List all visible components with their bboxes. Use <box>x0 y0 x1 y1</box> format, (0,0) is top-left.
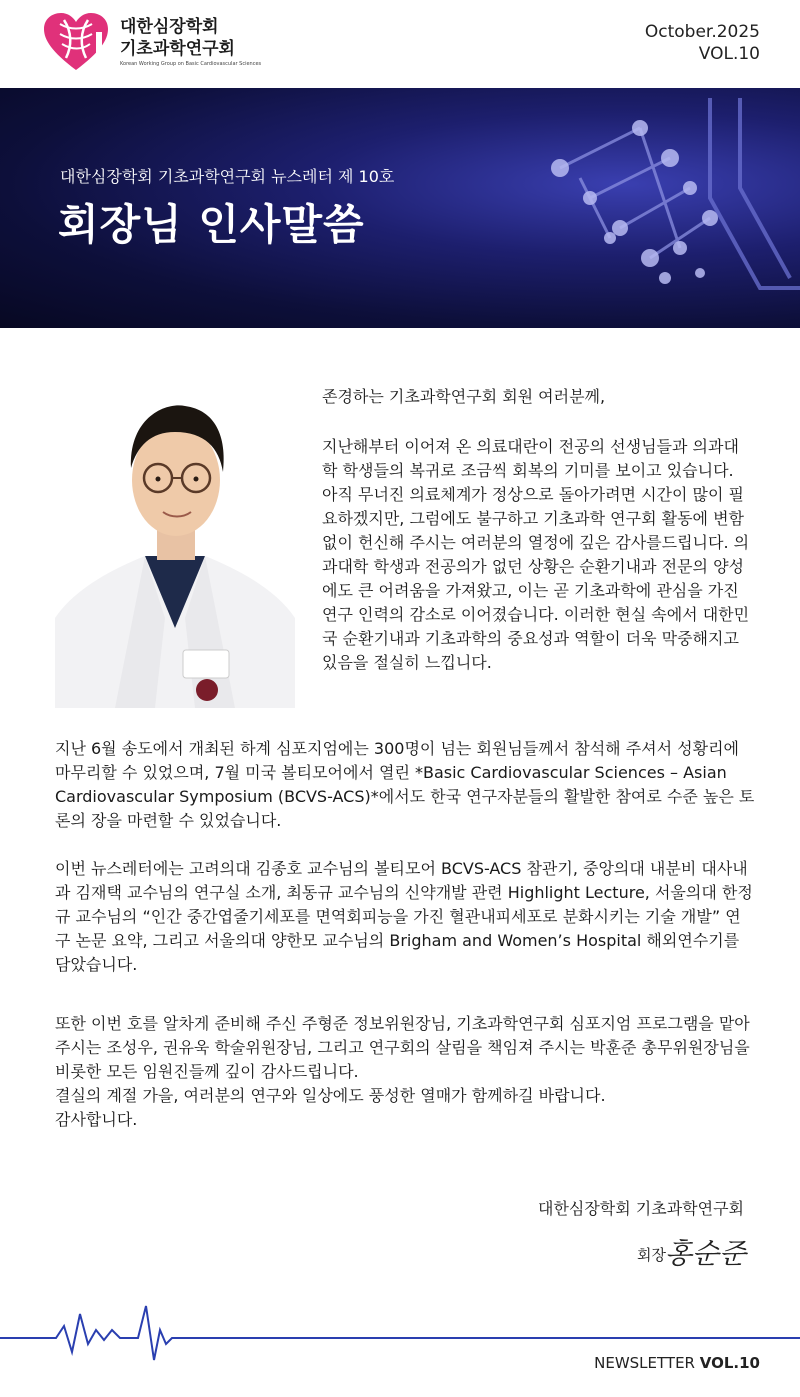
signature-organization: 대한심장학회 기초과학연구회 <box>537 1199 744 1218</box>
letter-greeting: 존경하는 기초과학연구회 회원 여러분께, <box>322 387 606 406</box>
org-name-line1: 대한심장학회 <box>120 17 219 37</box>
signature-role: 회장 <box>637 1246 666 1264</box>
page-title: 회장님 인사말씀 <box>58 200 365 249</box>
heart-dna-logo-icon <box>42 12 110 72</box>
org-subtitle: Korean Working Group on Basic Cardiovascular Sciences <box>120 61 262 67</box>
letter-paragraph-2: 지난 6월 송도에서 개최된 하계 심포지엄에는 300명이 넘는 회원님들께서 참석해 주셔서 성황리에 마무리할 수 있었으며, 7월 미국 볼티모어에서 열린 *Basic Cardiovascular Sciences – Asian Cardiovascular Symposium (BCVS-ACS)*에서도 한국 연구자분들의 활발한 참여로 수준 높은 토론의 장을 마련할 수 있었습니다. <box>55 739 755 830</box>
title-banner <box>0 88 800 328</box>
president-portrait <box>55 388 295 708</box>
footer-newsletter-text: NEWSLETTER <box>594 1354 695 1372</box>
newsletter-header <box>0 0 800 88</box>
letter-paragraph-4-line-1: 또한 이번 호를 알차게 준비해 주신 주형준 정보위원장님, 기초과학연구회 심포지엄 프로그램을 맡아 주시는 조성우, 권유욱 학술위원장님, 그리고 연구회의 살림을 책임져 주시는 박훈준 총무위원장님을 비롯한 모든 임원진들께 깊이 감사드립니다. <box>55 1014 750 1081</box>
letter-paragraph-4-line-3: 감사합니다. <box>55 1110 138 1129</box>
footer-volume: VOL.10 <box>699 1354 760 1372</box>
letter-paragraph-4 <box>55 1012 755 1132</box>
signature-name: 홍순준 <box>664 1237 746 1270</box>
org-name-line2: 기초과학연구회 <box>120 39 235 59</box>
banner-subtitle: 대한심장학회 기초과학연구회 뉴스레터 제 10호 <box>60 167 395 186</box>
molecule-flask-art-icon <box>440 88 800 328</box>
letter-paragraph-3: 이번 뉴스레터에는 고려의대 김종호 교수님의 볼티모어 BCVS-ACS 참관기, 중앙의대 내분비 대사내과 김재택 교수님의 연구실 소개, 최동규 교수님의 신약개발 관련 Highlight Lecture, 서울의대 한정규 교수님의 “인간 중간엽줄기세포를 면역회피능을 가진 혈관내피세포로 분화시키는 기술 개발” 연구 논문 요약, 그리고 서울의대 양한모 교수님의 Brigham and Women’s Hospital 해외연수기를 담았습니다. <box>55 859 753 974</box>
footer-label <box>594 1354 760 1372</box>
org-name <box>120 16 235 60</box>
issue-date: October.2025 <box>644 22 760 42</box>
letter-paragraph-1: 지난해부터 이어져 온 의료대란이 전공의 선생님들과 의과대학 학생들의 복귀로 조금씩 회복의 기미를 보이고 있습니다. 아직 무너진 의료체계가 정상으로 돌아가려면 시간이 많이 필요하겠지만, 그럼에도 불구하고 기초과학 연구회 활동에 변함없이 헌신해 주시는 여러분의 열정에 깊은 감사를드립니다. 의과대학 학생과 전공의가 없던 상황은 순환기내과 전문의 양성에도 큰 어려움을 가져왔고, 이는 곧 기초과학에 관심을 가진 연구 인력의 감소로 이어졌습니다. 이러한 현실 속에서 대한민국 순환기내과 기초과학의 중요성과 역할이 더욱 막중해지고 있음을 절실히 느낍니다. <box>322 437 750 672</box>
letter-paragraph-4-line-2: 결실의 계절 가을, 여러분의 연구와 일상에도 풍성한 열매가 함께하길 바랍니다. <box>55 1086 606 1105</box>
issue-volume: VOL.10 <box>698 44 760 64</box>
